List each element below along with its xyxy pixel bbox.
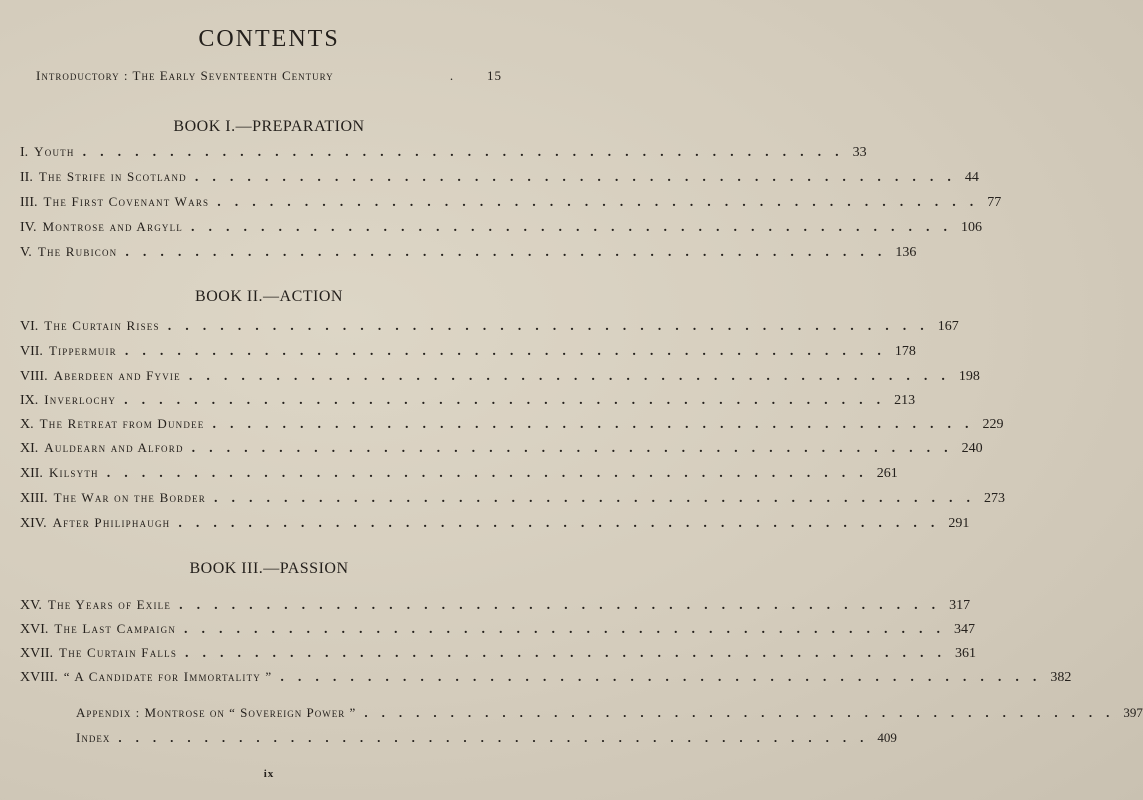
chapter-page: 291 [948,516,970,531]
chapter-title: After Philiphaugh [52,515,171,530]
dot-leader: ............................................ [213,491,984,506]
index-title: Index [76,730,111,745]
chapter-row [20,490,1005,512]
chapter-title: The Curtain Rises [44,318,160,333]
chapter-row [20,194,1002,216]
introductory-page: 15 [487,68,502,83]
chapter-page: 136 [895,245,917,260]
dot-leader: ............................................ [194,170,965,185]
chapter-title: Tippermuir [48,343,117,358]
dot-leader: ............................................ [185,646,956,661]
chapter-title: The Strife in Scotland [38,169,187,184]
chapter-row [20,440,983,462]
dot-leader: ............................................ [364,705,1124,720]
chapter-number: VIII. [20,369,48,384]
chapter-number: V. [20,245,32,260]
chapter-row [20,368,980,390]
dot-leader: ............................................ [188,369,959,384]
chapter-row [20,597,971,619]
dot-leader: ............................................ [191,441,962,456]
book-heading-1: BOOK I.—PREPARATION [173,118,365,135]
chapter-row [20,515,970,537]
chapter-row [20,645,977,667]
chapter-title: Montrose and Argyll [42,219,183,234]
chapter-row [20,392,916,414]
chapter-title: Kilsyth [48,465,99,480]
chapter-title: The War on the Border [53,490,206,505]
introductory-title: Introductory : The Early Seventeenth Century [36,68,334,83]
chapter-title: Inverlochy [44,392,117,407]
chapter-title: Youth [34,144,75,159]
chapter-row [20,621,976,643]
dot-leader: ............................................ [82,145,853,160]
chapter-number: XII. [20,466,43,481]
chapter-number: XV. [20,598,42,613]
introductory-dot: . [449,68,455,83]
chapter-page: 261 [876,466,898,481]
chapter-number: X. [20,417,34,432]
chapter-number: IX. [20,393,39,408]
chapter-page: 167 [937,319,959,334]
page-folio: ix [263,768,275,780]
chapter-row [20,244,917,266]
chapter-page: 178 [894,344,916,359]
chapter-row [20,416,1004,438]
chapter-page: 213 [894,393,916,408]
dot-leader: ............................................ [167,319,938,334]
dot-leader: ............................................ [191,220,961,235]
chapter-page: 273 [983,491,1005,506]
chapter-title: The Rubicon [37,244,118,259]
chapter-number: VII. [20,344,43,359]
dot-leader: ............................................ [118,730,878,745]
appendix-title: Appendix : Montrose on “ Sovereign Power ” [76,705,357,720]
chapter-number: XVII. [20,646,54,661]
dot-leader: ............................................ [217,195,988,210]
chapter-number: IV. [20,220,37,235]
chapter-row [20,144,867,166]
appendix-page: 397 [1123,705,1143,720]
chapter-page: 44 [964,170,979,185]
dot-leader: ............................................ [178,516,949,531]
chapter-title: The Years of Exile [47,597,172,612]
chapter-title: “ A Candidate for Immortality ” [63,669,273,684]
dot-leader: ............................................ [106,466,877,481]
chapter-page: 198 [958,369,980,384]
chapter-page: 361 [955,646,977,661]
chapter-title: Aberdeen and Fyvie [53,368,181,383]
dot-leader: ............................................ [212,417,983,432]
chapter-page: 317 [949,598,971,613]
dot-leader: ............................................ [124,393,895,408]
chapter-number: XIV. [20,516,47,531]
chapter-page: 106 [961,220,982,235]
chapter-row [20,219,982,241]
introductory-entry [36,68,502,90]
chapter-page: 382 [1050,670,1072,685]
chapter-row [20,465,898,487]
appendix-row [76,705,1143,727]
chapter-number: XVIII. [20,670,58,685]
chapter-page: 240 [961,441,983,456]
chapter-row [20,669,1072,691]
dot-leader: ............................................ [280,670,1051,685]
chapter-number: XI. [20,441,39,456]
chapter-title: Auldearn and Alford [44,440,184,455]
dot-leader: ............................................ [184,622,955,637]
chapter-page: 347 [954,622,976,637]
dot-leader: ............................................ [125,245,896,260]
index-row [76,730,897,752]
index-page: 409 [877,730,897,745]
chapter-number: XVI. [20,622,49,637]
chapter-page: 77 [987,195,1002,210]
chapter-number: III. [20,195,38,210]
chapter-title: The Retreat from Dundee [39,416,205,431]
chapter-row [20,318,959,340]
chapter-title: The Last Campaign [54,621,177,636]
dot-leader: ............................................ [179,598,950,613]
page-title: CONTENTS [198,26,340,52]
book-heading-2: BOOK II.—ACTION [195,288,343,305]
dot-leader: ............................................ [124,344,895,359]
chapter-number: XIII. [20,491,48,506]
chapter-row [20,169,979,191]
chapter-page: 33 [852,145,867,160]
book-heading-3: BOOK III.—PASSION [189,560,349,577]
chapter-page: 229 [982,417,1004,432]
chapter-number: I. [20,145,29,160]
chapter-number: II. [20,170,33,185]
chapter-row [20,343,916,365]
chapter-title: The First Covenant Wars [43,194,210,209]
chapter-number: VI. [20,319,39,334]
chapter-title: The Curtain Falls [59,645,178,660]
